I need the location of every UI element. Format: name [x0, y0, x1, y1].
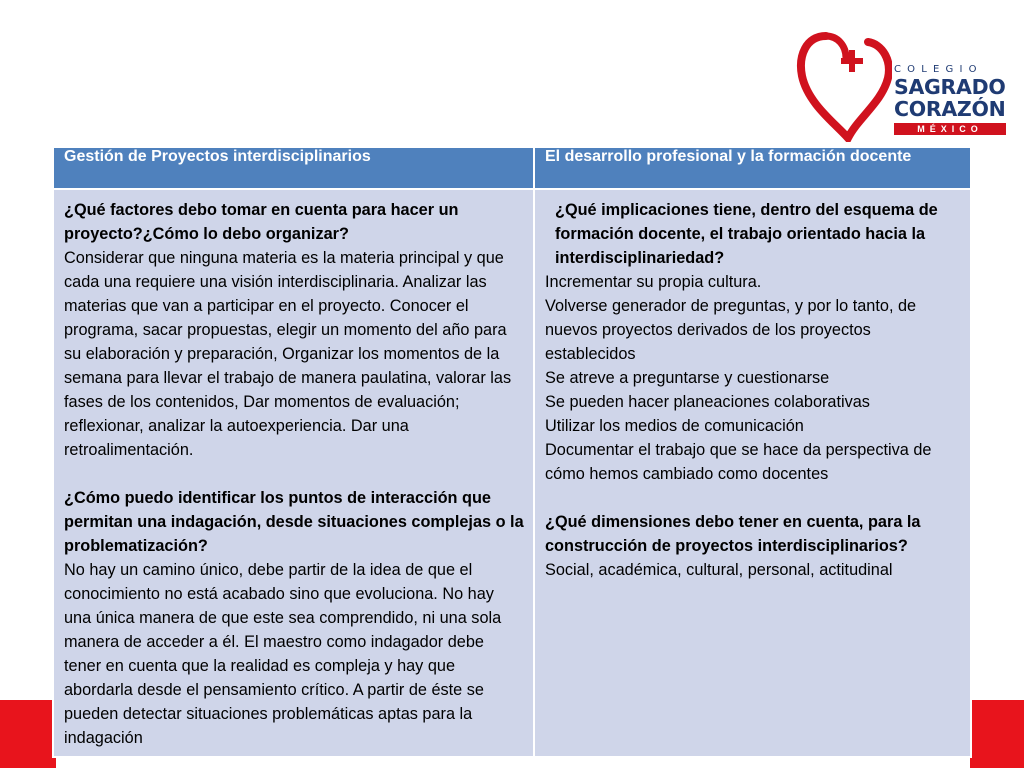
column-header-teacher-training: El desarrollo profesional y la formación docente: [534, 147, 971, 189]
answer-line: Se pueden hacer planeaciones colaborativas: [545, 393, 870, 411]
table-header-row: [53, 147, 971, 189]
answer-line: Volverse generador de preguntas, y por lo tanto, de nuevos proyectos derivados de los proyectos establecidos: [545, 297, 917, 363]
answer-interaction-points: No hay un camino único, debe partir de la idea de que el conocimiento no está acabado sino que evoluciona. No hay una única manera de que este sea comprendido, ni una sola manera de acceder a él. El maestro como indagador debe tener en cuenta que la realidad es compleja y hay que abordarla desde el pensamiento crítico. A partir de éste se pueden detectar situaciones problemáticas aptas para la indagación: [64, 561, 502, 747]
answer-line: Documentar el trabajo que se hace da perspectiva de cómo hemos cambiado como docentes: [545, 441, 932, 483]
teacher-training-cell: [534, 189, 971, 757]
content-table: [52, 146, 972, 758]
question-interaction-points: ¿Cómo puedo identificar los puntos de interacción que permitan una indagación, desde situaciones complejas o la problematización?: [64, 489, 524, 555]
table-body-row: [53, 189, 971, 757]
accent-bar-left: [0, 700, 56, 768]
answer-line: Incrementar su propia cultura.: [545, 273, 762, 291]
answer-dimensions: Social, académica, cultural, personal, actitudinal: [545, 561, 893, 579]
logo-line-1: SAGRADO: [894, 75, 1006, 99]
logo-wordmark: [894, 64, 1012, 135]
question-implications: ¿Qué implicaciones tiene, dentro del esquema de formación docente, el trabajo orientado hacia la interdisciplinariedad?: [555, 201, 938, 267]
school-logo: [796, 30, 1012, 142]
heart-cross-icon: [796, 30, 892, 142]
logo-country: MÉXICO: [894, 123, 1006, 135]
column-header-projects: Gestión de Proyectos interdisciplinarios: [53, 147, 534, 189]
logo-colegio: COLEGIO: [894, 64, 983, 75]
logo-line-2: CORAZÓN: [894, 97, 1006, 121]
question-dimensions: ¿Qué dimensiones debo tener en cuenta, para la construcción de proyectos interdisciplinarios?: [545, 513, 921, 555]
answer-factors: Considerar que ninguna materia es la materia principal y que cada una requiere una visión interdisciplinaria. Analizar las materias que van a participar en el proyecto. Conocer el programa, sacar propuestas, elegir un momento del año para su elaboración y preparación, Organizar los momentos de la semana para llevar el trabajo de manera paulatina, valorar las fases de los contenidos, Dar momentos de evaluación; reflexionar, analizar la autoexperiencia. Dar una retroalimentación.: [64, 249, 512, 459]
accent-bar-right: [970, 700, 1024, 768]
answer-line: Utilizar los medios de comunicación: [545, 417, 804, 435]
question-factors: ¿Qué factores debo tomar en cuenta para hacer un proyecto?¿Cómo lo debo organizar?: [64, 201, 459, 243]
projects-cell: [53, 189, 534, 757]
answer-line: Se atreve a preguntarse y cuestionarse: [545, 369, 830, 387]
